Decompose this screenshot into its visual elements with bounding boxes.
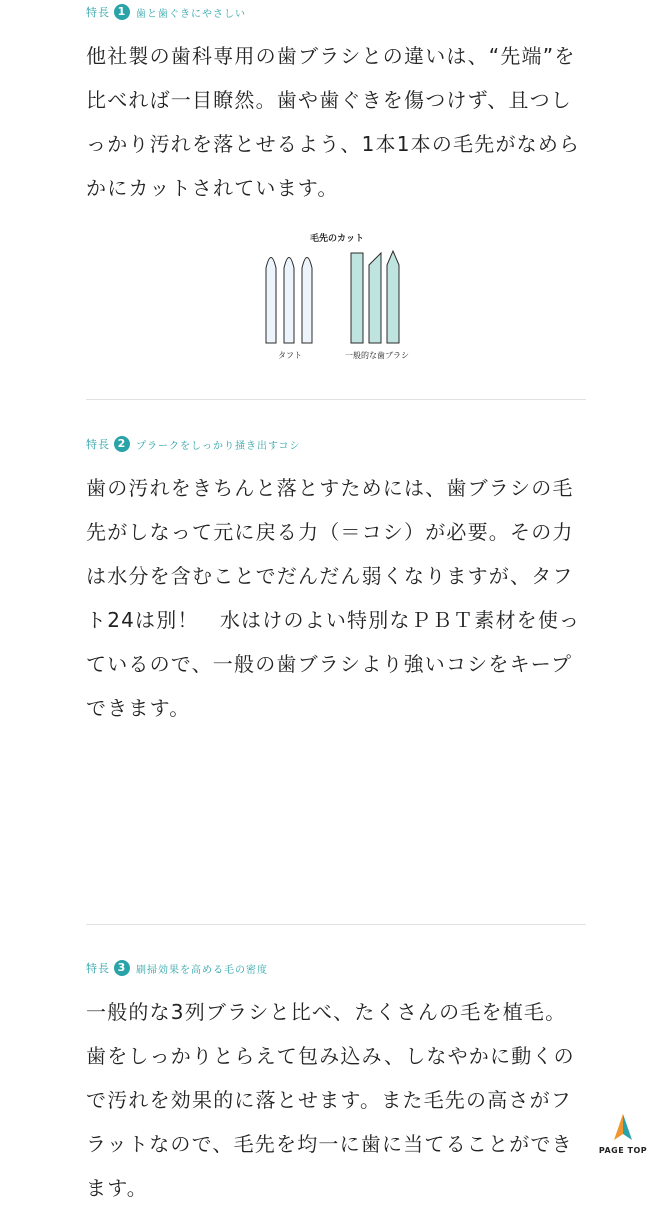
body-line: で汚れを効果的に落とせます。また毛先の高さがフ	[86, 1088, 572, 1112]
body-line: ラットなので、毛先を均一に歯に当てることができ	[86, 1132, 573, 1156]
feature-3-body	[86, 990, 586, 1210]
body-line: 歯の汚れをきちんと落とすためには、歯ブラシの毛	[86, 476, 574, 500]
tuft-bristle	[302, 258, 312, 344]
feature-number-badge: 1	[114, 4, 130, 20]
bristle-label-tuft: タフト	[278, 351, 302, 360]
body-line: 先がしなって元に戻る力（＝コシ）が必要。その力	[86, 520, 574, 544]
body-line: ているので、一般の歯ブラシより強いコシをキープ	[86, 652, 573, 676]
bristle-label-general: 一般的な歯ブラシ	[345, 351, 409, 360]
feature-1-body	[86, 34, 586, 210]
feature-3-heading	[86, 956, 586, 980]
body-line: ます。	[86, 1176, 148, 1200]
feature-1-section	[86, 0, 586, 210]
feature-2-heading	[86, 432, 586, 456]
general-bristle	[351, 253, 363, 343]
feature-title: 刷掃効果を高める毛の密度	[136, 964, 268, 976]
general-bristle	[369, 253, 381, 343]
body-line: っかり汚れを落とせるよう、1本1本の毛先がなめら	[86, 132, 581, 156]
body-line: 他社製の歯科専用の歯ブラシとの違いは、“先端”を	[86, 44, 576, 68]
body-line: できます。	[86, 696, 191, 720]
page-top-button[interactable]	[598, 1112, 648, 1155]
tuft-bristle	[284, 258, 294, 344]
body-line: は水分を含むことでだんだん弱くなりますが、タフ	[86, 564, 574, 588]
bristle-figure-title: 毛先のカット	[310, 234, 364, 244]
section-divider	[86, 924, 586, 925]
section-divider	[86, 399, 586, 400]
feature-number-badge: 3	[114, 960, 130, 976]
page-top-label: PAGE TOP	[598, 1146, 648, 1155]
moisture-change-chart	[232, 750, 442, 885]
feature-number-badge: 2	[114, 436, 130, 452]
body-line: ト24は別！ 水はけのよい特別なＰＢＴ素材を使っ	[86, 608, 581, 632]
feature-tag: 特長	[86, 438, 110, 451]
page-top-arrow-icon	[612, 1112, 634, 1142]
general-bristle	[387, 251, 399, 343]
tuft-bristle	[266, 258, 276, 344]
feature-3-section	[86, 956, 586, 1210]
feature-tag: 特長	[86, 6, 110, 19]
feature-1-heading	[86, 0, 586, 24]
body-line: 歯をしっかりとらえて包み込み、しなやかに動くの	[86, 1044, 575, 1068]
body-line: かにカットされています。	[86, 176, 339, 200]
feature-title: 歯と歯ぐきにやさしい	[136, 8, 246, 20]
feature-title: プラークをしっかり掻き出すコシ	[136, 440, 301, 452]
feature-tag: 特長	[86, 962, 110, 975]
feature-2-section	[86, 432, 586, 730]
body-line: 一般的な3列ブラシと比べ、たくさんの毛を植毛。	[86, 1000, 567, 1024]
body-line: 比べれば一目瞭然。歯や歯ぐきを傷つけず、且つし	[86, 88, 572, 112]
feature-2-body	[86, 466, 586, 730]
bristle-cut-figure	[255, 225, 425, 365]
